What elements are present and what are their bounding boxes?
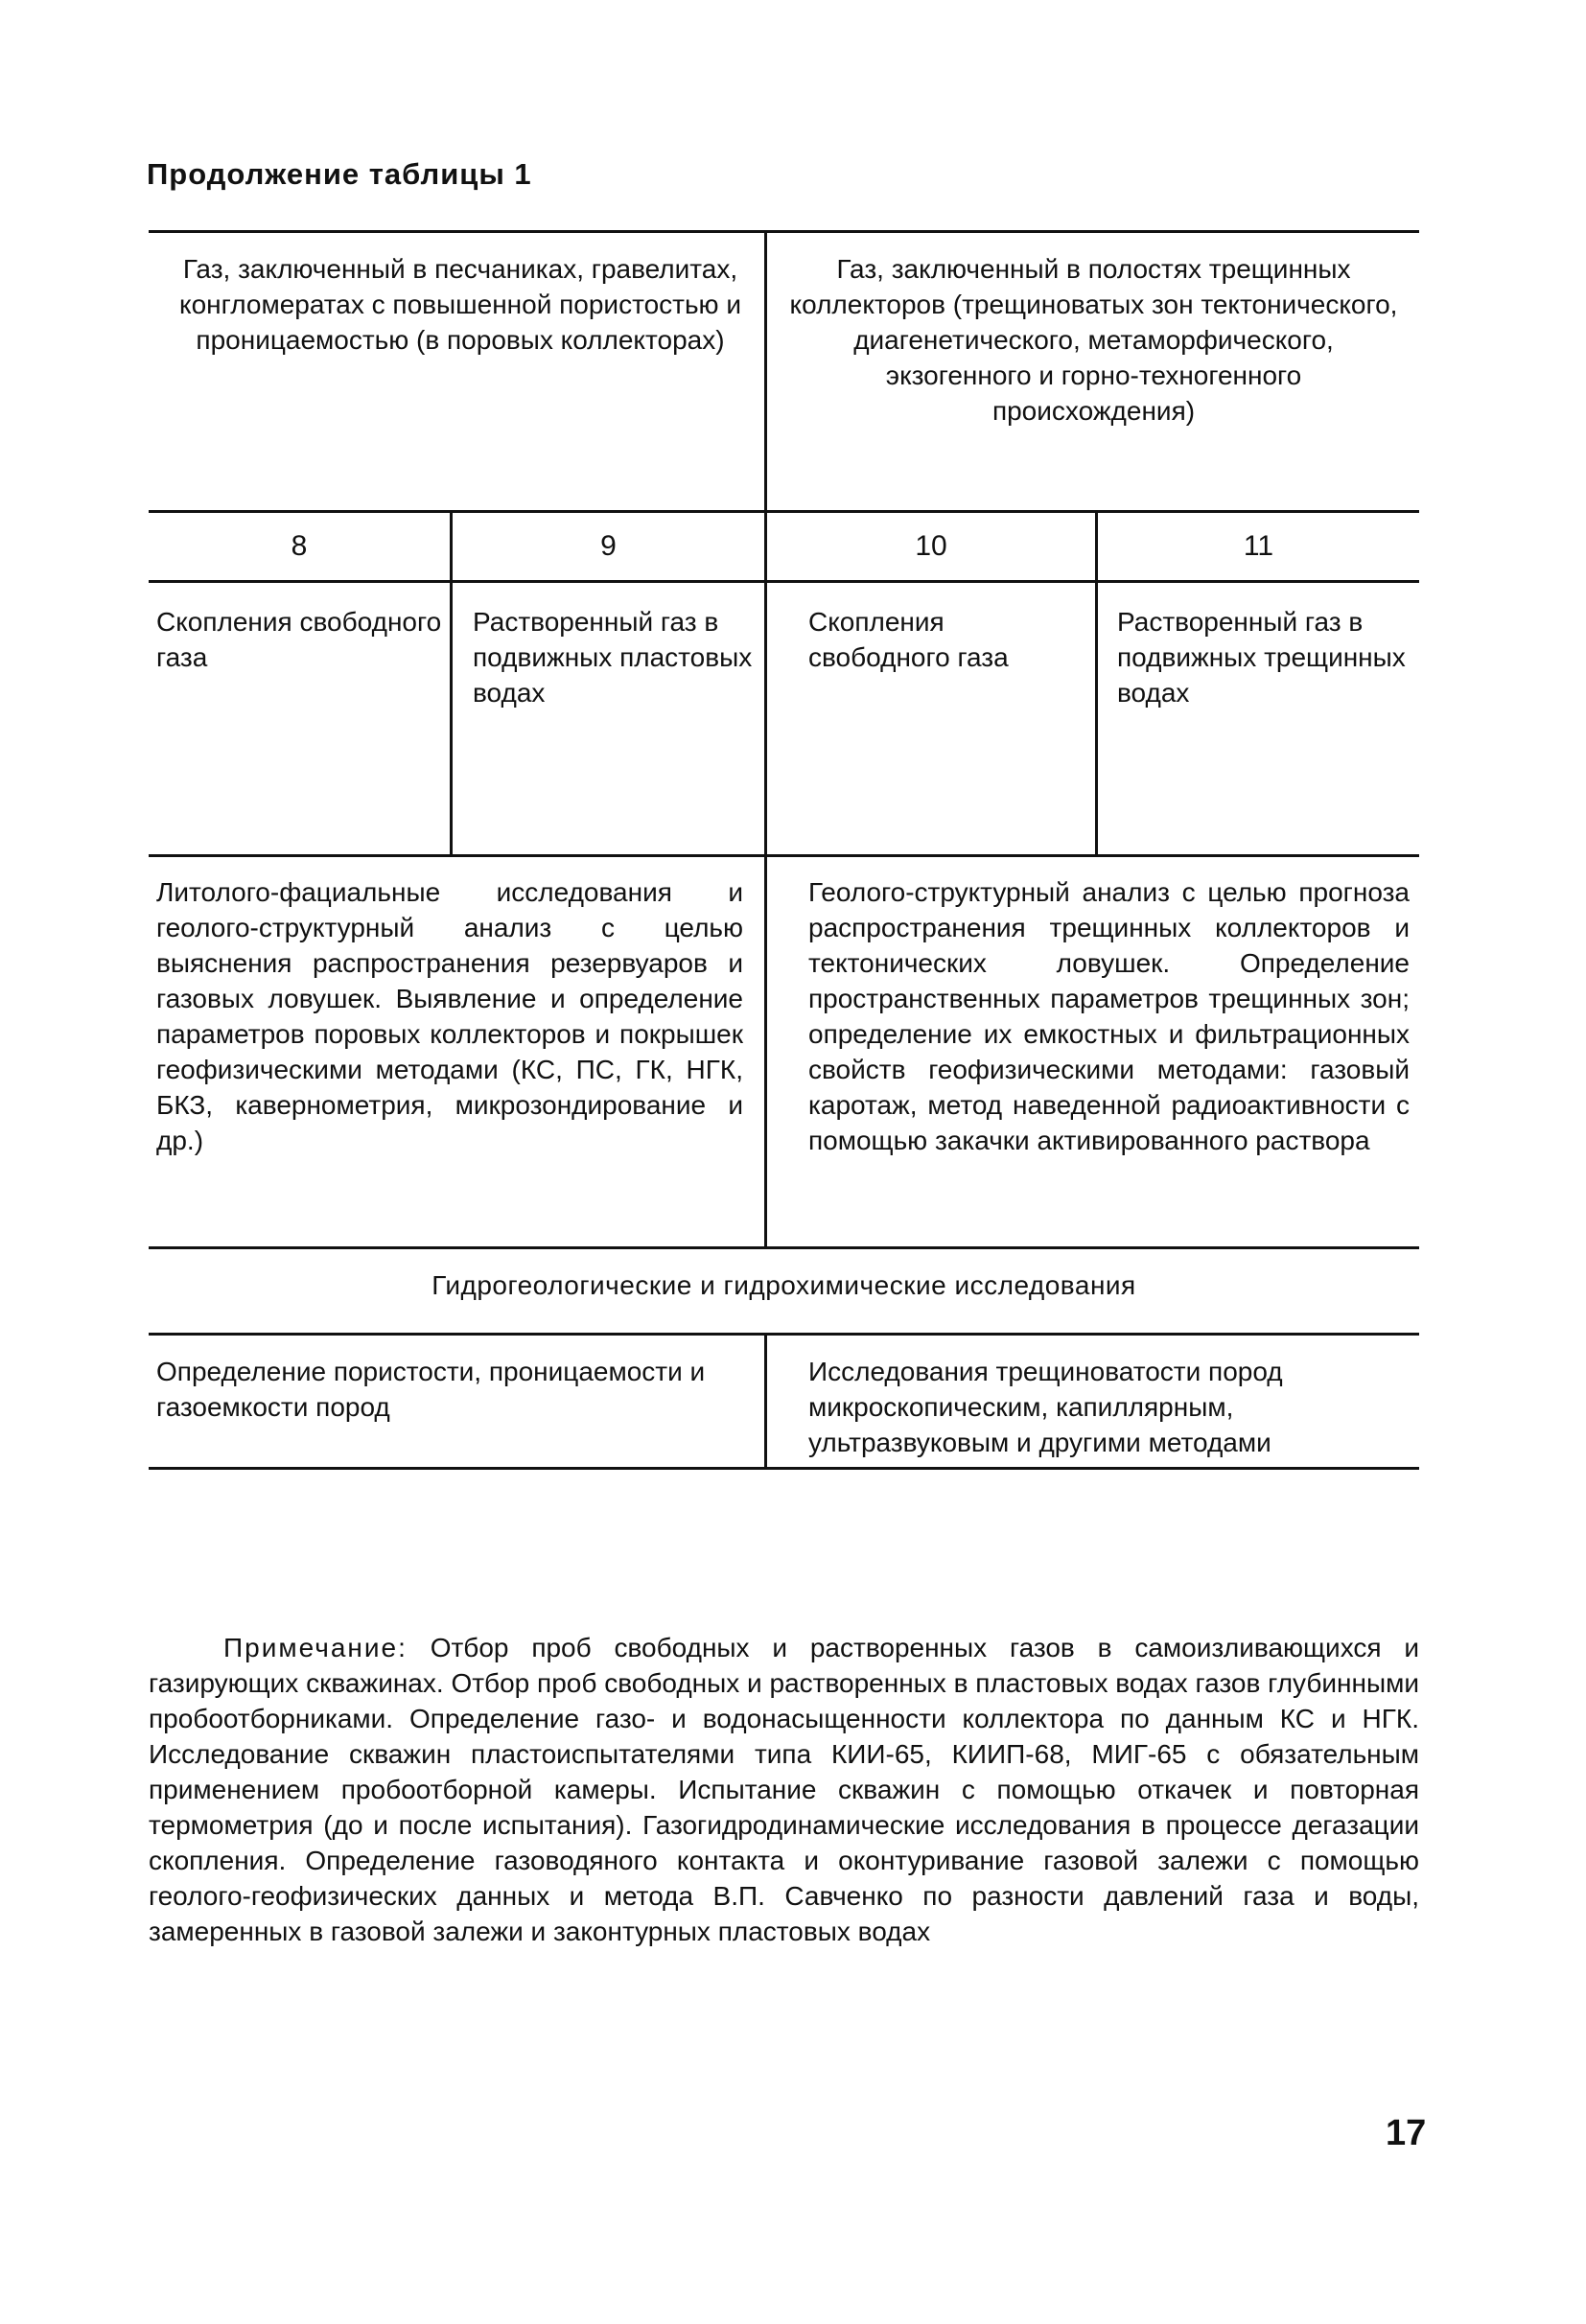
table-rule-methods [149, 1246, 1419, 1249]
table-caption: Продолжение таблицы 1 [147, 157, 532, 191]
column-number-10: 10 [915, 530, 947, 562]
header-porous-gas: Газ, заключенный в песчаниках, гравелитах, конгломератах с повышенной пористостью и проницаемостью (в поровых коллекторах) [179, 254, 741, 355]
type-dissolved-gas-porous: Растворенный газ в подвижных пластовых водах [473, 607, 753, 708]
type-free-gas-porous: Скопления свободного газа [156, 607, 442, 672]
column-number-11: 11 [1243, 530, 1274, 562]
note [149, 1630, 1419, 1949]
column-number-9: 9 [600, 530, 617, 562]
section-title: Гидрогеологические и гидрохимические исследования [431, 1270, 1136, 1300]
research-porous: Определение пористости, проницаемости и газоемкости пород [156, 1357, 706, 1422]
methods-fractured: Геолого-структурный анализ с целью прогноза распространения трещинных коллекторов и тектонических ловушек. Определение пространственных параметров трещинных зон; определение их емкостных и фильтрационных свойств геофизическими методами: газовый каротаж, метод наведенной радиоактивности с помощью закачки активированного раствора [808, 877, 1410, 1155]
note-label: Примечание: [223, 1633, 408, 1662]
table-divider-main-lower [764, 1333, 767, 1467]
table-rule-bottom [149, 1467, 1419, 1470]
note-text: Отбор проб свободных и растворенных газов в самоизливающихся и газирующих скважинах. Отбор проб свободных и растворенных в пластовых водах газов глубинными пробоотборниками. Определение газо- и водонасыщенности коллектора по данным КС и НГК. Исследование скважин пластоиспытателями типа КИИ-65, КИИП-68, МИГ-65 с обязательным применением пробоотборной камеры. Испытание скважин с помощью откачек и повторная термометрия (до и после испытания). Газогидродинамические исследования в процессе дегазации скопления. Определение газоводяного контакта и оконтуривание газовой залежи с помощью геолого-геофизических данных и метода В.П. Савченко по разности давлений газа и воды, замеренных в газовой залежи и законтурных пластовых водах [149, 1633, 1420, 1946]
table-rule-section [149, 1333, 1419, 1336]
table-divider-main [764, 230, 767, 1246]
table-rule-header [149, 510, 1419, 513]
table-rule-types [149, 854, 1419, 857]
column-number-8: 8 [291, 530, 308, 562]
page-number: 17 [1386, 2113, 1427, 2153]
header-fractured-gas: Газ, заключенный в полостях трещинных коллекторов (трещиноватых зон тектонического, диагенетического, метаморфического, экзогенного и горно-техногенного происхождения) [789, 254, 1398, 426]
table-rule-numbers [149, 580, 1419, 583]
type-dissolved-gas-fractured: Растворенный газ в подвижных трещинных водах [1117, 607, 1406, 708]
note-paragraph [149, 1630, 1419, 1949]
table-rule-top [149, 230, 1419, 233]
type-free-gas-fractured: Скопления свободного газа [808, 607, 1009, 672]
research-fractured: Исследования трещиноватости пород микроскопическим, капиллярным, ультразвуковым и другими методами [808, 1357, 1283, 1457]
methods-porous: Литолого-фациальные исследования и геолого-структурный анализ с целью выяснения распространения резервуаров и газовых ловушек. Выявление и определение параметров поровых коллекторов и покрышек геофизическими методами (КС, ПС, ГК, НГК, БКЗ, кавернометрия, микрозондирование и др.) [156, 877, 743, 1155]
